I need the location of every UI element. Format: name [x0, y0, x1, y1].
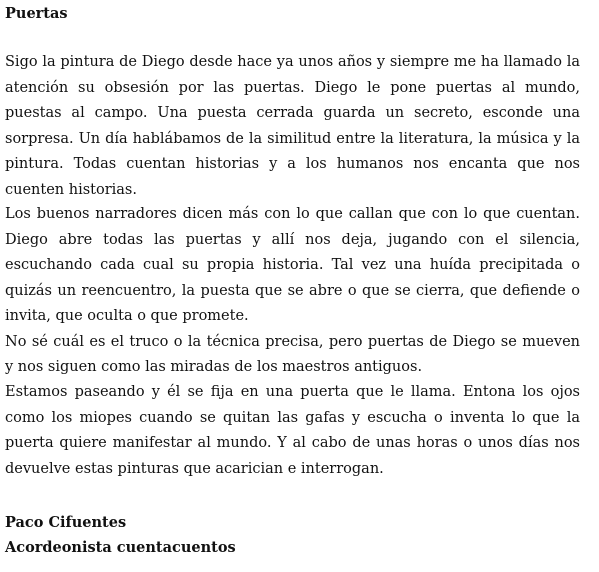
- paragraph-2-block: [5, 202, 580, 381]
- paragraph-4: Estamos paseando y él se fija en una puerta que le llama. Entona los ojos como los miopes cuando se quitan las gafas y escucha o inventa lo que la puerta quiere manifestar al mundo. Y al cabo de unas horas o unos días nos devuelve estas pinturas que acarician e interrogan.: [5, 384, 580, 477]
- signature-role: Acordeonista cuentacuentos: [5, 539, 236, 556]
- paragraph-2: Los buenos narradores dicen más con lo que callan que con lo que cuentan. Diego abre todas las puertas y allí nos deja, jugando con el silencia, escuchando cada cual su propia historia. Tal vez una huída precipitada o quizás un reencuentro, la puesta que se abre o que se cierra, que defiende o invita, que oculta o que promete.: [5, 206, 580, 324]
- paragraph-1: Sigo la pintura de Diego desde hace ya unos años y siempre me ha llamado la atención su obsesión por las puertas. Diego le pone puertas al mundo, puestas al campo. Una puesta cerrada guarda un secreto, esconde una sorpresa. Un día hablábamos de la similitud entre la literatura, la música y la pintura. Todas cuentan historias y a los humanos nos encanta que nos cuenten historias.: [5, 54, 580, 198]
- paragraph-3: No sé cuál es el truco o la técnica precisa, pero puertas de Diego se mueven y nos siguen como las miradas de los maestros antiguos.: [5, 333, 580, 375]
- document-title: Puertas: [5, 5, 68, 22]
- signature-name: Paco Cifuentes: [5, 514, 127, 531]
